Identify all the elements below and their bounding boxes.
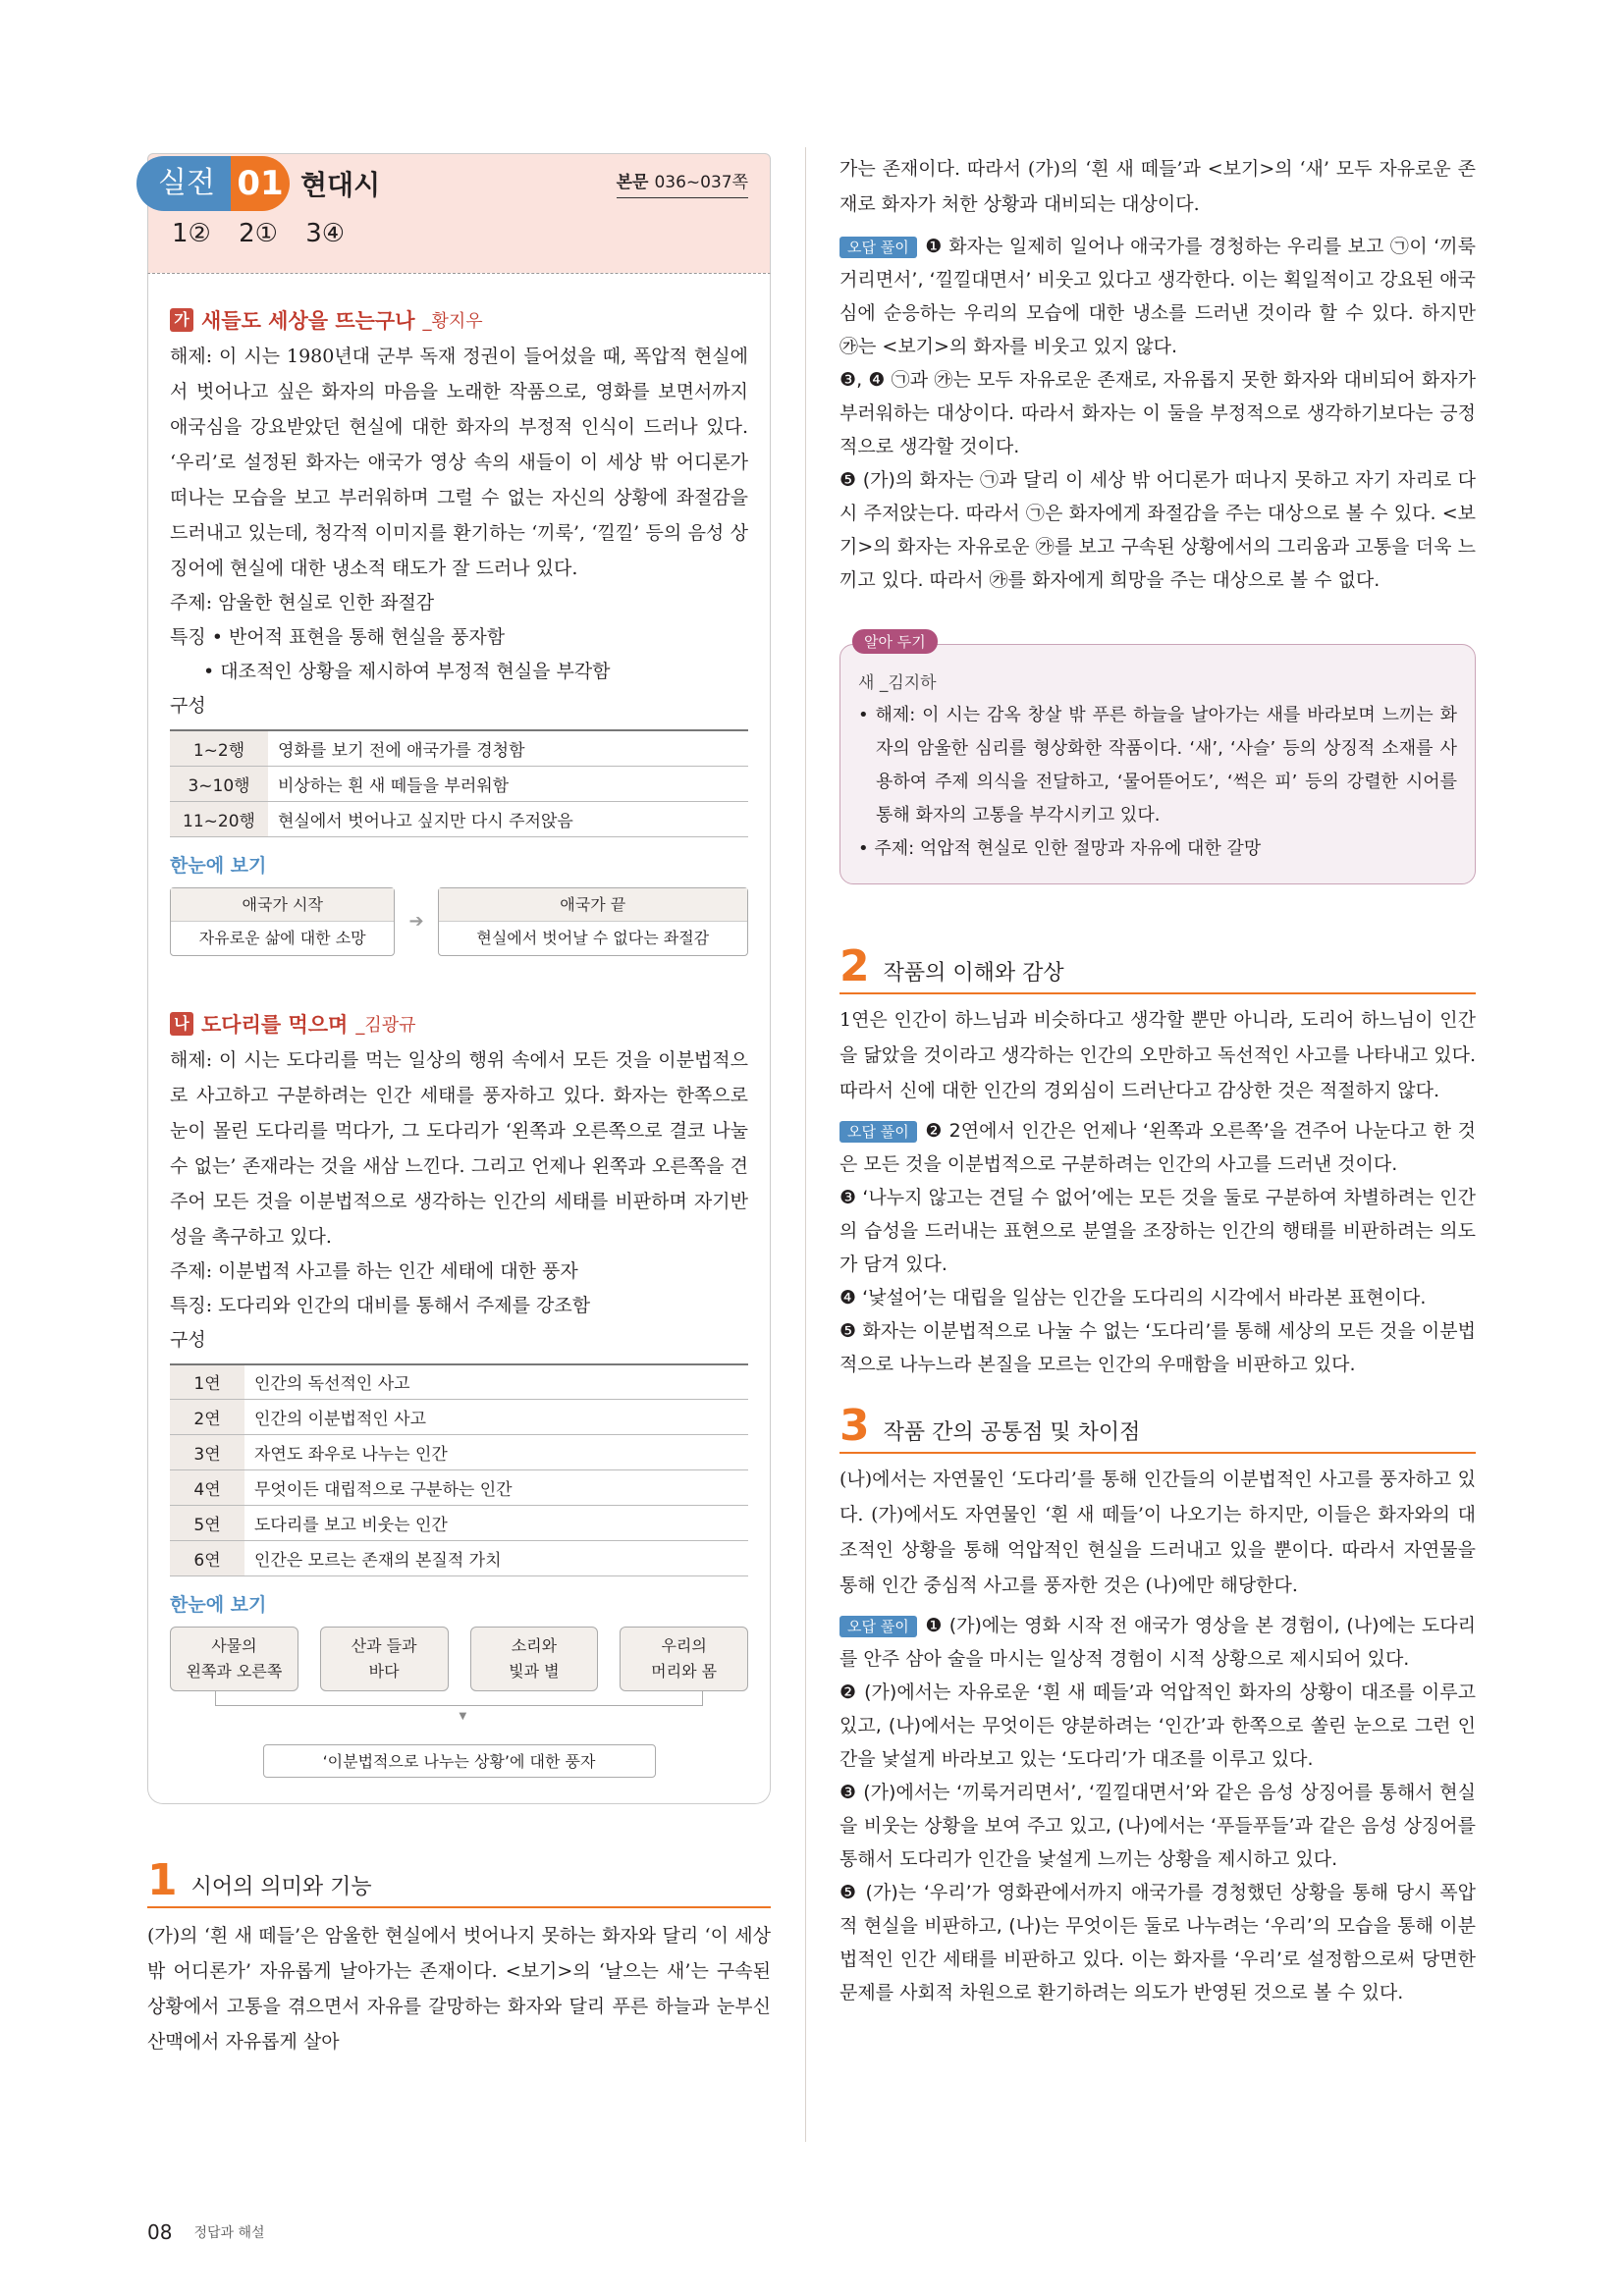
table-cell: 1~2행 xyxy=(170,730,268,766)
footer-section: 정답과 해설 xyxy=(193,2225,265,2241)
table-cell: 무엇이든 대립적으로 구분하는 인간 xyxy=(244,1470,748,1506)
question-number: 2 xyxy=(839,941,870,991)
table-cell: 3연 xyxy=(170,1435,244,1470)
table-cell: 비상하는 흰 새 떼들을 부러워함 xyxy=(268,766,748,801)
question-1-answer: (가)의 ‘흰 새 떼들’은 암울한 현실에서 벗어나지 못하는 화자와 달리 ‘이 세상 밖 어디론가’ 자유롭게 날아가는 존재이다. <보기>의 ‘날으는 새’는 구속된 상황에서 고통을 겪으면서 자유를 갈망하는 화자와 달리 푸른 하늘과 눈부신 산맥에서 자유롭게 살아 xyxy=(147,1925,771,2053)
work-theme: 주제: 이분법적 사고를 하는 인간 세태에 대한 풍자 xyxy=(170,1259,578,1282)
ref-pages: 036~037쪽 xyxy=(654,173,748,192)
pair-boxes xyxy=(170,1627,748,1691)
table-cell: 6연 xyxy=(170,1541,244,1576)
wrong-item: ❸, ❹ ㉠과 ㉮는 모두 자유로운 존재로, 자유롭지 못한 화자와 대비되어 화자가 부러워하는 대상이다. 따라서 화자는 이 둘을 부정적으로 생각하기보다는 긍정적으로 생각할 것이다. xyxy=(839,369,1476,457)
left-column xyxy=(147,153,771,2059)
pair-line: 바다 xyxy=(368,1662,400,1681)
answer-key: 1② 2① 3④ xyxy=(172,219,346,248)
section-title: 현대시 xyxy=(300,169,381,201)
page-footer xyxy=(147,2220,265,2244)
wrong-item: ❸ ‘나누지 않고는 견딜 수 없어’에는 모든 것을 둘로 구분하여 차별하려는 인간의 습성을 드러내는 표현으로 분열을 조장하는 인간의 행태를 비판하려는 의도가 담겨 있다. xyxy=(839,1187,1476,1275)
table-cell: 3~10행 xyxy=(170,766,268,801)
note-tag: 알아 두기 xyxy=(852,629,938,654)
pair-line: 왼쪽과 오른쪽 xyxy=(186,1662,283,1681)
column-divider xyxy=(805,147,806,2142)
question-title: 시어의 의미와 기능 xyxy=(190,1875,372,1899)
question-3-heading xyxy=(839,1401,1476,1454)
structure-label: 구성 xyxy=(170,695,206,717)
note-box xyxy=(839,633,1476,884)
flow-box-text: 자유로운 삶에 대한 소망 xyxy=(198,928,366,947)
question-title: 작품의 이해와 감상 xyxy=(883,961,1064,986)
arrow-right-icon: ➔ xyxy=(408,911,424,932)
wrong-item xyxy=(839,1114,1476,1181)
table-row xyxy=(170,766,748,801)
question-2-heading xyxy=(839,941,1476,994)
wrong-item: ❹ ‘낯설어’는 대립을 일삼는 인간을 도다리의 시각에서 바라본 표현이다. xyxy=(839,1287,1427,1308)
pair-box xyxy=(620,1627,748,1691)
question-1-heading xyxy=(147,1855,771,1908)
table-cell: 현실에서 벗어나고 싶지만 다시 주저앉음 xyxy=(268,801,748,836)
pair-line: 빛과 별 xyxy=(509,1662,560,1681)
question-number: 3 xyxy=(839,1401,870,1451)
pair-box xyxy=(320,1627,449,1691)
work-ga-title xyxy=(170,305,748,335)
flow-box-text: 현실에서 벗어날 수 없다는 좌절감 xyxy=(476,928,710,947)
flow-box-title: 애국가 시작 xyxy=(171,888,394,922)
work-theme: 주제: 암울한 현실로 인한 좌절감 xyxy=(170,592,435,614)
question-1-answer-cont: 가는 존재이다. 따라서 (가)의 ‘흰 새 떼들’과 <보기>의 ‘새’ 모두 자유로운 존재로 화자가 처한 상황과 대비되는 대상이다. xyxy=(839,158,1476,215)
connector-arrow xyxy=(170,1691,748,1744)
structure-label: 구성 xyxy=(170,1328,206,1351)
pair-line: 머리와 몸 xyxy=(651,1662,718,1681)
table-row xyxy=(170,1541,748,1576)
table-cell: 도다리를 보고 비웃는 인간 xyxy=(244,1506,748,1541)
feature-item: • 반어적 표현을 통해 현실을 풍자함 xyxy=(211,626,506,648)
question-2-answer: 1연은 인간이 하느님과 비슷하다고 생각할 뿐만 아니라, 도리어 하느님이 인간을 닮았을 것이라고 생각하는 인간의 오만하고 독선적인 사고를 나타내고 있다. 따라서 신에 대한 인간의 경외심이 드러난다고 감상한 것은 적절하지 않다. xyxy=(839,1009,1476,1101)
wrong-item xyxy=(839,1609,1476,1676)
table-row xyxy=(170,1470,748,1506)
pair-box xyxy=(170,1627,298,1691)
table-cell: 4연 xyxy=(170,1470,244,1506)
table-cell: 자연도 좌우로 나누는 인간 xyxy=(244,1435,748,1470)
pair-line: 우리의 xyxy=(661,1636,707,1655)
work-label: 가 xyxy=(170,308,193,332)
question-number: 1 xyxy=(147,1855,178,1905)
note-item: • 주제: 억압적 현실로 인한 절망과 자유에 대한 갈망 xyxy=(858,838,1262,859)
table-cell: 2연 xyxy=(170,1400,244,1435)
wrong-item: ❺ 화자는 이분법적으로 나눌 수 없는 ‘도다리’를 통해 세상의 모든 것을 이분법적으로 나누느라 본질을 모르는 인간의 우매함을 비판하고 있다. xyxy=(839,1320,1476,1375)
wrong-answers xyxy=(839,1114,1476,1381)
pair-line: 소리와 xyxy=(511,1636,558,1655)
table-cell: 영화를 보기 전에 애국가를 경청함 xyxy=(268,730,748,766)
wrong-label: 오답 풀이 xyxy=(839,1121,917,1143)
pair-line: 산과 들과 xyxy=(351,1636,417,1655)
work-summary: 해제: 이 시는 1980년대 군부 독재 정권이 들어섰을 때, 폭압적 현실에서 벗어나고 싶은 화자의 마음을 노래한 작품으로, 영화를 보면서까지 애국심을 강요받았던 현실에 대한 화자의 부정적 인식이 드러나 있다. ‘우리’로 설정된 화자는 애국가 영상 속의 새들이 이 세상 밖 어디론가 떠나는 모습을 보고 부러워하며 그럴 수 없는 자신의 상황에 좌절감을 드러내고 있는데, 청각적 이미지를 환기하는 ‘끼룩’, ‘낄낄’ 등의 음성 상징어에 현실에 대한 냉소적 태도가 잘 드러나 있다. xyxy=(170,346,748,579)
section-header xyxy=(147,153,771,273)
wrong-text: ❷ 2연에서 인간은 언제나 ‘왼쪽과 오른쪽’을 견주어 나눈다고 한 것은 모든 것을 이분법적으로 구분하려는 인간의 사고를 드러낸 것이다. xyxy=(839,1120,1476,1175)
question-title: 작품 간의 공통점 및 차이점 xyxy=(883,1420,1141,1445)
flow-box-title: 애국가 끝 xyxy=(439,888,747,922)
table-row xyxy=(170,1400,748,1435)
wrong-item: ❺ (가)는 ‘우리’가 영화관에서까지 애국가를 경청했던 상황을 통해 당시 폭압적 현실을 비판하고, (나)는 무엇이든 둘로 나누려는 ‘우리’의 모습을 통해 이분법적인 인간 세태를 비판하고 있다. 이는 화자를 ‘우리’로 설정함으로써 당면한 문제를 사회적 차원으로 환기하려는 의도가 반영된 것으로 볼 수 있다. xyxy=(839,1882,1476,2003)
work-title: 새들도 세상을 뜨는구나 xyxy=(201,309,415,333)
page-reference xyxy=(617,168,748,192)
note-title: 새 _김지하 xyxy=(858,673,937,693)
work-author: _김광규 xyxy=(355,1014,416,1036)
wrong-text: ❶ 화자는 일제히 일어나 애국가를 경청하는 우리를 보고 ㉠이 ‘끼룩거리면서’, ‘낄낄대면서’ 비웃고 있다고 생각한다. 이는 획일적이고 강요된 애국심에 순응하는 우리의 모습에 대한 냉소를 드러낸 것이라 할 수 있다. 하지만 ㉮는 <보기>의 화자를 비웃고 있지 않다. xyxy=(839,236,1476,357)
table-cell: 1연 xyxy=(170,1364,244,1400)
glance-heading: 한눈에 보기 xyxy=(170,1594,267,1616)
work-title: 도다리를 먹으며 xyxy=(201,1012,349,1037)
table-cell: 11~20행 xyxy=(170,801,268,836)
section-tab: 실전 xyxy=(136,156,241,211)
work-author: _황지우 xyxy=(422,311,483,332)
wrong-item: ❷ (가)에서는 자유로운 ‘흰 새 떼들’과 억압적인 화자의 상황이 대조를 이루고 있고, (나)에서는 무엇이든 양분하려는 ‘인간’과 한쪽으로 쏠린 눈으로 그런 인간을 낯설게 바라보고 있는 ‘도다리’가 대조를 이루고 있다. xyxy=(839,1682,1476,1770)
glance-heading: 한눈에 보기 xyxy=(170,854,267,877)
wrong-item xyxy=(839,230,1476,363)
table-row xyxy=(170,801,748,836)
work-na-title xyxy=(170,1009,748,1039)
flow-diagram xyxy=(170,887,748,956)
question-3-answer: (나)에서는 자연물인 ‘도다리’를 통해 인간들의 이분법적인 사고를 풍자하고 있다. (가)에서도 자연물인 ‘흰 새 떼들’이 나오기는 하지만, 이들은 화자와의 대조적인 상황을 통해 억압적인 현실을 드러내고 있을 뿐이다. 따라서 자연물을 통해 인간 중심적 사고를 풍자한 것은 (나)에만 해당한다. xyxy=(839,1468,1476,1596)
structure-table xyxy=(170,1363,748,1577)
wrong-label: 오답 풀이 xyxy=(839,237,917,258)
structure-table xyxy=(170,729,748,837)
ref-label: 본문 xyxy=(616,173,649,192)
flow-box xyxy=(438,887,748,956)
table-cell: 인간의 이분법적인 사고 xyxy=(244,1400,748,1435)
wrong-item: ❺ (가)의 화자는 ㉠과 달리 이 세상 밖 어디론가 떠나지 못하고 자기 자리로 다시 주저앉는다. 따라서 ㉠은 화자에게 좌절감을 주는 대상으로 볼 수 있다. <보기>의 화자는 자유로운 ㉮를 보고 구속된 상황에서의 그리움과 고통을 더욱 느끼고 있다. 따라서 ㉮를 화자에게 희망을 주는 대상으로 볼 수 없다. xyxy=(839,469,1476,591)
satire-result: ‘이분법적으로 나누는 상황’에 대한 풍자 xyxy=(263,1744,656,1778)
pair-line: 사물의 xyxy=(211,1636,257,1655)
page-number: 08 xyxy=(147,2220,173,2244)
table-cell: 5연 xyxy=(170,1506,244,1541)
table-row xyxy=(170,1364,748,1400)
work-label: 나 xyxy=(170,1012,193,1036)
table-cell: 인간의 독선적인 사고 xyxy=(244,1364,748,1400)
table-row xyxy=(170,1435,748,1470)
wrong-label: 오답 풀이 xyxy=(839,1616,917,1637)
works-panel xyxy=(147,273,771,1804)
flow-box xyxy=(170,887,395,956)
work-summary: 해제: 이 시는 도다리를 먹는 일상의 행위 속에서 모든 것을 이분법적으로 사고하고 구분하려는 인간 세태를 풍자하고 있다. 화자는 한쪽으로 눈이 몰린 도다리를 먹다가, 그 도다리가 ‘왼쪽과 오른쪽으로 결코 나눌 수 없는’ 존재라는 것을 새삼 느낀다. 그리고 언제나 왼쪽과 오른쪽을 견주어 모든 것을 이분법적으로 생각하는 인간의 세태를 비판하며 자기반성을 촉구하고 있다. xyxy=(170,1048,748,1248)
pair-box xyxy=(470,1627,599,1691)
wrong-item: ❸ (가)에서는 ‘끼룩거리면서’, ‘낄낄대면서’와 같은 음성 상징어를 통해서 현실을 비웃는 상황을 보여 주고 있고, (나)에서는 ‘푸들푸들’과 같은 음성 상징어를 통해서 도다리가 인간을 낯설게 느끼는 상황을 제시하고 있다. xyxy=(839,1782,1476,1870)
wrong-answers xyxy=(839,1609,1476,2009)
work-features xyxy=(170,620,748,655)
right-column xyxy=(839,147,1476,2009)
table-row xyxy=(170,1506,748,1541)
note-item: • 해제: 이 시는 감옥 창살 밖 푸른 하늘을 날아가는 새를 바라보며 느끼는 화자의 암울한 심리를 형상화한 작품이다. ‘새’, ‘사슬’ 등의 상징적 소재를 사용하여 주제 의식을 전달하고, ‘물어뜯어도’, ‘썩은 피’ 등의 강렬한 시어를 통해 화자의 고통을 부각시키고 있다. xyxy=(858,705,1457,826)
wrong-answers xyxy=(839,230,1476,597)
wrong-text: ❶ (가)에는 영화 시작 전 애국가 영상을 본 경험이, (나)에는 도다리를 안주 삼아 술을 마시는 일상적 경험이 시적 상황으로 제시되어 있다. xyxy=(839,1615,1476,1670)
table-cell: 인간은 모르는 존재의 본질적 가치 xyxy=(244,1541,748,1576)
work-features: 특징: 도다리와 인간의 대비를 통해서 주제를 강조함 xyxy=(170,1294,591,1316)
section-number: 01 xyxy=(231,156,290,211)
table-row xyxy=(170,730,748,766)
features-label: 특징 xyxy=(170,626,206,648)
feature-item: • 대조적인 상황을 제시하여 부정적 현실을 부각함 xyxy=(203,661,611,682)
